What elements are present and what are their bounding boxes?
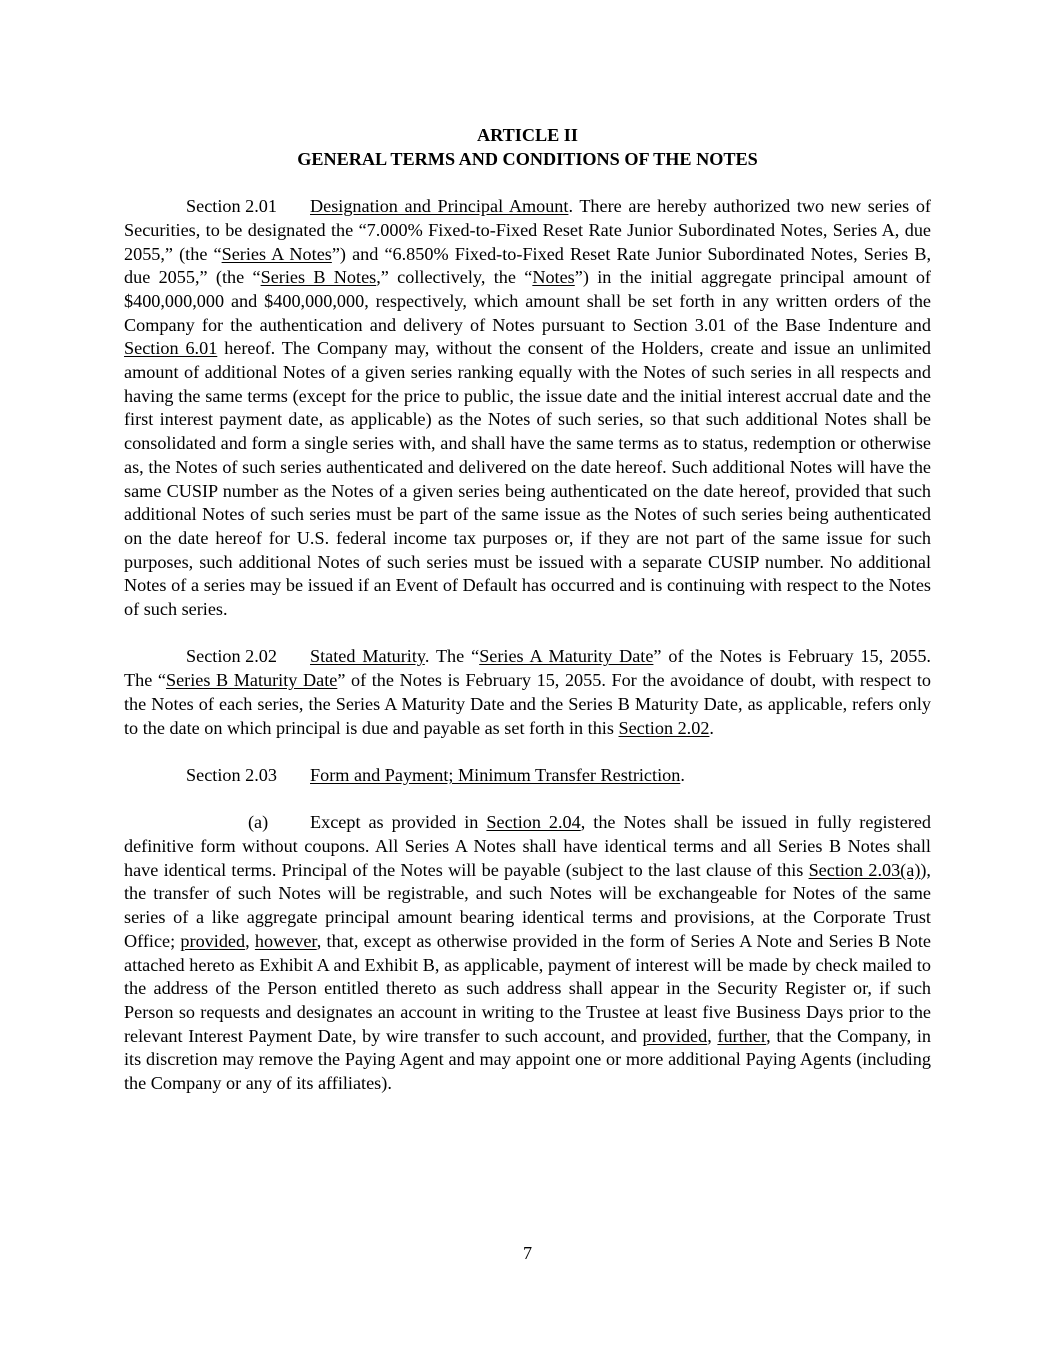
article-number: ARTICLE II [477,125,578,145]
text-run: Except as provided in [310,812,487,833]
text-run: , the Notes shall be issued in fully registered definitive form without coupons. All Series A Notes shall have identical terms and all Series B Notes shall have identical terms. Principal of the Notes will be payable (subject to the last clause of this [124,812,931,880]
defined-term: Notes [532,267,575,288]
section-2-02-paragraph [124,645,931,740]
spacer [124,622,931,646]
defined-term: Series B Notes [260,267,377,288]
spacer [124,740,931,764]
underlined-term: however [254,930,317,951]
section-2-03-a-paragraph [124,811,931,1095]
section-2-03-paragraph [124,764,931,788]
section-number: Section 2.01 [186,196,277,217]
text-run: ” of the Notes is February 15, 2055. The “ [124,646,931,691]
defined-term: Series A Maturity Date [479,646,654,667]
text-run: , [245,930,255,951]
clause-label: (a) [248,812,269,833]
text-run: , that the Company, in its discretion may remove the Paying Agent and may appoint one or more additional Paying Agents (including the Company or any of its affiliates). [124,1025,931,1094]
text-run: ), the transfer of such Notes will be registrable, and such Notes will be exchangeable for Notes of the same series of a like aggregate principal amount bearing identical terms and provisions, at the Corporate Trust Office; [124,859,931,951]
section-heading: Designation and Principal Amount [310,196,569,217]
article-title: GENERAL TERMS AND CONDITIONS OF THE NOTES [297,148,758,169]
underlined-term: provided [180,930,246,951]
section-number: Section 2.03 [186,764,277,785]
text-run: ”) and “6.850% Fixed-to-Fixed Reset Rate Junior Subordinated Notes, Series B, due 2055,” (the “ [124,243,931,288]
spacer [124,788,931,812]
section-reference: Section 2.03(a) [808,859,921,880]
underlined-term: further [717,1025,767,1046]
text-run: , that, except as otherwise provided in the form of Series A Note and Series B Note attached hereto as Exhibit A and Exhibit B, as applicable, payment of interest will be made by check mailed to the address of the Person entitled thereto as such address shall appear in the Security Register or, if such Person so requests and designates an account in writing to the Trustee at least five Business Days prior to the relevant Interest Payment Date, by wire transfer to such account, and [124,930,932,1046]
text-run: ,” collectively, the “ [376,267,533,288]
text-run: ” of the Notes is February 15, 2055. For the avoidance of doubt, with respect to the Notes of each series, the Series A Maturity Date and the Series B Maturity Date, as applicable, refers only to the date on which principal is due and payable as set forth in this [124,670,931,738]
document-page [124,124,931,1096]
section-heading: Stated Maturity [310,646,425,667]
text-run: . The “ [424,646,480,667]
text-run: hereof. The Company may, without the consent of the Holders, create and issue an unlimited amount of additional Notes of a given series ranking equally with the Notes of such series in all respects and having the same terms (except for the price to public, the issue date and the initial interest accrual date and the first interest payment date, as applicable) as the Notes of such series, so that such additional Notes shall be consolidated and form a single series with, and shall have the same terms as to status, redemption or otherwise as, the Notes of such series authenticated and delivered on the date hereof. Such additional Notes will have the same CUSIP number as the Notes of a given series being authenticated on the date hereof, provided that such additional Notes of such series must be part of the same issue as the Notes of such series being authenticated on the date hereof for U.S. federal income tax purposes or, if they are not part of the same issue for such purposes, such additional Notes of such series must be issued with a separate CUSIP number. No additional Notes of a series may be issued if an Event of Default has occurred and is continuing with respect to the Notes of such series. [124,338,931,620]
page-number: 7 [522,1243,533,1263]
text-run: ”) in the initial aggregate principal amount of $400,000,000 and $400,000,000, respectively, which amount shall be set forth in any written orders of the Company for the authentication and delivery of Notes pursuant to Section 3.01 of the Base Indenture and [124,267,931,335]
underlined-term: provided [642,1025,708,1046]
section-number: Section 2.02 [186,646,277,667]
defined-term: Series A Notes [221,243,332,264]
section-2-01-paragraph [124,195,931,622]
text-run: . [680,764,685,785]
section-reference: Section 2.04 [486,812,581,833]
section-heading: Form and Payment; Minimum Transfer Restriction [310,764,681,785]
text-run: . [709,717,714,738]
text-run: , [707,1025,718,1046]
section-reference: Section 2.02 [618,717,710,738]
defined-term: Series B Maturity Date [165,670,338,691]
text-run: . There are hereby authorized two new series of Securities, to be designated the “7.000% Fixed-to-Fixed Reset Rate Junior Subordinated Notes, Series A, due 2055,” (the “ [124,196,931,264]
section-reference: Section 6.01 [124,338,218,359]
spacer [124,171,931,195]
